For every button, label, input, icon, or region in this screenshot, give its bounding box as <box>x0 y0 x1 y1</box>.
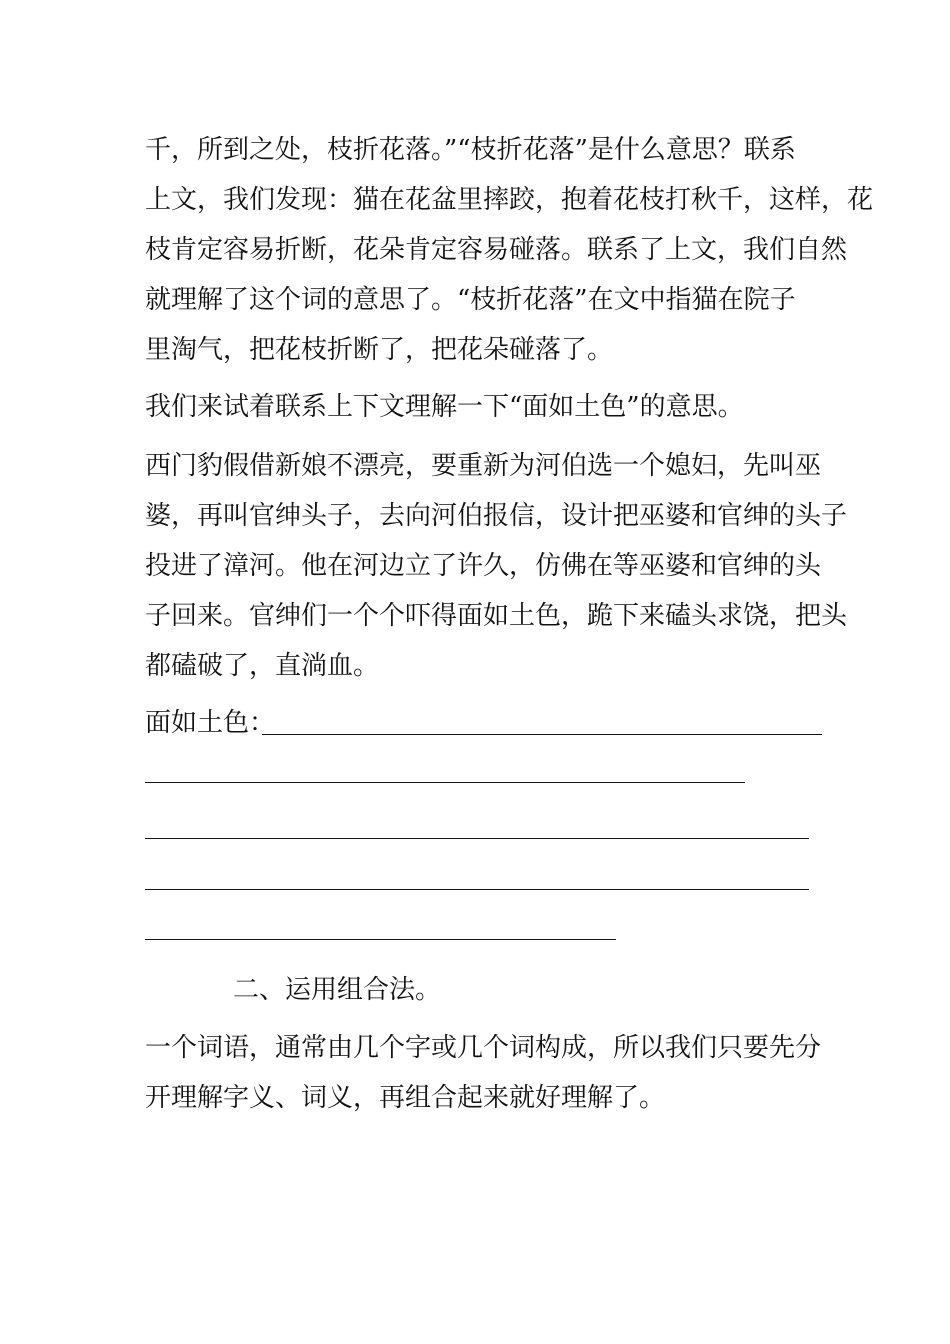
answer-blank-line[interactable] <box>145 782 745 783</box>
paragraph-1-line-5: 里淘气，把花枝折断了，把花朵碰落了。 <box>145 335 614 365</box>
paragraph-1-line-3: 枝肯定容易折断，花朵肯定容易碰落。联系了上文，我们自然 <box>145 235 848 265</box>
paragraph-3-line-3: 投进了漳河。他在河边立了许久，仿佛在等巫婆和官绅的头 <box>145 551 822 581</box>
answer-blank-line[interactable] <box>145 889 809 890</box>
paragraph-1-line-1: 千，所到之处，枝折花落。”“枝折花落”是什么意思？联系 <box>145 135 796 165</box>
paragraph-3-line-1: 西门豹假借新娘不漂亮，要重新为河伯选一个媳妇，先叫巫 <box>145 451 822 481</box>
paragraph-4-line-1: 一个词语，通常由几个字或几个词构成，所以我们只要先分 <box>145 1033 822 1063</box>
answer-blank-line[interactable] <box>145 939 616 940</box>
paragraph-3-line-4: 子回来。官绅们一个个吓得面如土色，跪下来磕头求饶，把头 <box>145 601 848 631</box>
answer-blank-line[interactable] <box>262 734 822 735</box>
exercise-label: 面如土色： <box>145 708 276 738</box>
paragraph-4-line-2: 开理解字义、词义，再组合起来就好理解了。 <box>145 1083 666 1113</box>
answer-blank-line[interactable] <box>145 838 809 839</box>
paragraph-1-line-4: 就理解了这个词的意思了。“枝折花落”在文中指猫在院子 <box>145 285 796 315</box>
section-heading: 二、运用组合法。 <box>233 975 442 1005</box>
paragraph-2: 我们来试着联系上下文理解一下“面如土色”的意思。 <box>145 392 744 422</box>
paragraph-1-line-2: 上文，我们发现：猫在花盆里摔跤，抱着花枝打秋千，这样，花 <box>145 185 874 215</box>
paragraph-3-line-2: 婆，再叫官绅头子，去向河伯报信，设计把巫婆和官绅的头子 <box>145 501 848 531</box>
paragraph-3-line-5: 都磕破了，直淌血。 <box>145 651 380 681</box>
